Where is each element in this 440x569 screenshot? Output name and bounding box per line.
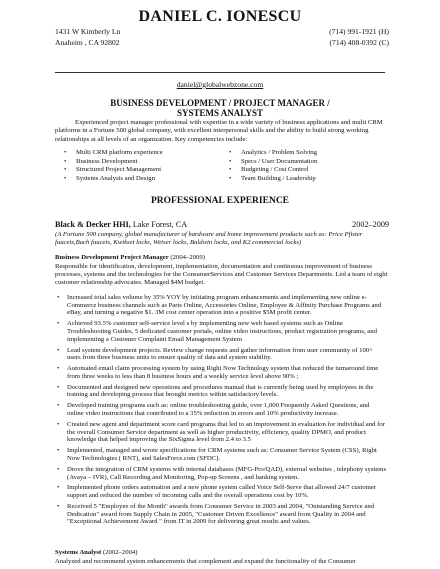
profile-summary: Experienced project manager professional with expertise in a wide variety of business applications and multi CRM platforms in a Fortune 500 global company, with excellent interpersonal skills and the ability to build strong working relationships at all levels of an organization. Key competencies include: xyxy=(55,119,383,143)
achievement-item: • Lead system development projects. Review change requests and gather information from user community of 100+ users from three business units to ensure quality of data and system stability. xyxy=(55,347,387,362)
employment-dates: 2002–2009 xyxy=(352,220,389,229)
achievements-list xyxy=(55,294,387,529)
competency-item: • Multi CRM platform experience xyxy=(64,149,229,158)
achievement-item: • Documented and designed new operations and procedures manual that is currently being used by employees in the training and developing process that brought metrics within satisfactory levels. xyxy=(55,384,387,399)
home-phone: (714) 991-1921 (H) xyxy=(329,27,389,36)
achievement-item: • Increased total sales volume by 35% YOY by initiating program enhancements and implementing new online e-Commerce business channels such as Parts Online, Accessories Online, Employee & Affinity Purchase Programs and eBay, and turning a negative $1. 3M cost center operation into a positive $5M profit center. xyxy=(55,294,387,317)
email-link[interactable]: daniel@globalwebzone.com xyxy=(176,80,264,89)
company-description: (A Fortune 500 company, global manufacturer of hardware and home improvement products such as: Price Pfister faucets,Bach faucets, Kwikset locks, Weiser locks, Baldwin locks, and K2 commercial locks) xyxy=(55,231,363,246)
achievement-item: • Received 5 "Employee of the Month" awards from Consumer Service in 2003 and 2004, "Outstanding Service and Dedication" award from Supply Chain in 2005, "Customer Driven Excellence" award from Quality in 2004 and "Exceptional Achievement Award " from IT in 2009 for delivering great results and values. xyxy=(55,503,387,526)
job-dates: (2004–2009) xyxy=(168,254,205,261)
next-job-dates: (2002–2004) xyxy=(101,549,138,556)
next-job-title: Systems Analyst xyxy=(55,549,102,556)
experience-section-title: PROFESSIONAL EXPERIENCE xyxy=(150,196,290,206)
cell-phone: (714) 408-0392 (C) xyxy=(329,38,389,47)
achievement-item: • Automated email claim processing system by using Right Now Technology system that reduced the turnaround time from three weeks to less than 8 business hours and a weekly service level above 90% ; xyxy=(55,365,387,380)
competencies-right-column xyxy=(229,149,374,183)
candidate-name: DANIEL C. IONESCU xyxy=(138,8,302,25)
competency-item: • Structured Project Management xyxy=(64,166,229,175)
competency-item: • Business Development xyxy=(64,158,229,167)
employer-location: Lake Forest, CA xyxy=(130,220,188,229)
competency-item: • Team Building / Leadership xyxy=(229,175,374,184)
headline-line-1: BUSINESS DEVELOPMENT / PROJECT MANAGER / xyxy=(110,98,330,108)
achievement-item: • Created new agent and department score card programs that led to an improvement in evaluation for individual and for the overall Consumer Service department as well as higher productivity, efficiency, quality DPMO, and product knowledge that helped improving the SixSigma level from 2.4 to 3.5 xyxy=(55,421,387,444)
competencies-left-column xyxy=(64,149,229,183)
competency-item: • Analytics / Problem Solving xyxy=(229,149,374,158)
street-address: 1431 W Kimberly Ln xyxy=(55,27,121,36)
competencies-list xyxy=(64,149,394,183)
achievement-item: • Drove the integration of CRM systems with internal databases (MFG-Pro/QAD), external websites , telephony systems (Avaya – IVR), Call Recording and Monitoring, Pop-up Screens , and banking system. xyxy=(55,466,387,481)
city-address: Anaheim , CA 92802 xyxy=(55,38,120,47)
header-divider xyxy=(55,72,385,73)
employer-line xyxy=(55,220,187,229)
next-job-title-line xyxy=(55,549,138,556)
achievement-item: • Implemented phone orders automation and a new phone system called Voice Self-Serve that allowed 24/7 customer support and reduced the number of incoming calls and the overall operations cost by 10%. xyxy=(55,484,387,499)
competency-item: • Systems Analysis and Design xyxy=(64,175,229,184)
job-description: Responsible for identification, development, implementation, documentation and continuous improvement of business processes, systems and the technologies for the ConsumerServices and Customer Services Departments. Led a team of eight customer relationship advocates. Managed $4M budget. xyxy=(55,263,388,286)
job-title-line xyxy=(55,254,205,261)
achievement-item: • Achieved 93.5% customer self-service level s by implementing new web based systems such as Online Troubleshooting Guides, 5 dedicated customer portals, online video instructions, product registration programs, and implementing a Customer Complaint Email Management System xyxy=(55,320,387,343)
achievement-item: • Developed training programs such as: online troubleshooting guide, over 1,000 Frequently Asked Questions, and online video instructions that contributed to a 35% reduction in errors and 10% productivity increase. xyxy=(55,402,387,417)
job-title: Business Development Project Manager xyxy=(55,254,169,261)
achievement-item: • Implemented, managed and wrote specifications for CRM systems such as: Consumer Service System (CSS), Right Now Technologies ( RNT), and SalesForce.com (SFDC). xyxy=(55,447,387,462)
employer-name: Black & Decker HHI, xyxy=(55,220,131,229)
competency-item: • Specs / User Documentation xyxy=(229,158,374,167)
headline-line-2: SYSTEMS ANALYST xyxy=(177,108,263,118)
professional-headline xyxy=(0,98,440,118)
competency-item: • Budgeting / Cost Control xyxy=(229,166,374,175)
next-job-description: Analyzed and recommend system enhancements that complement and expand the functionality of the Consumer xyxy=(55,558,356,565)
